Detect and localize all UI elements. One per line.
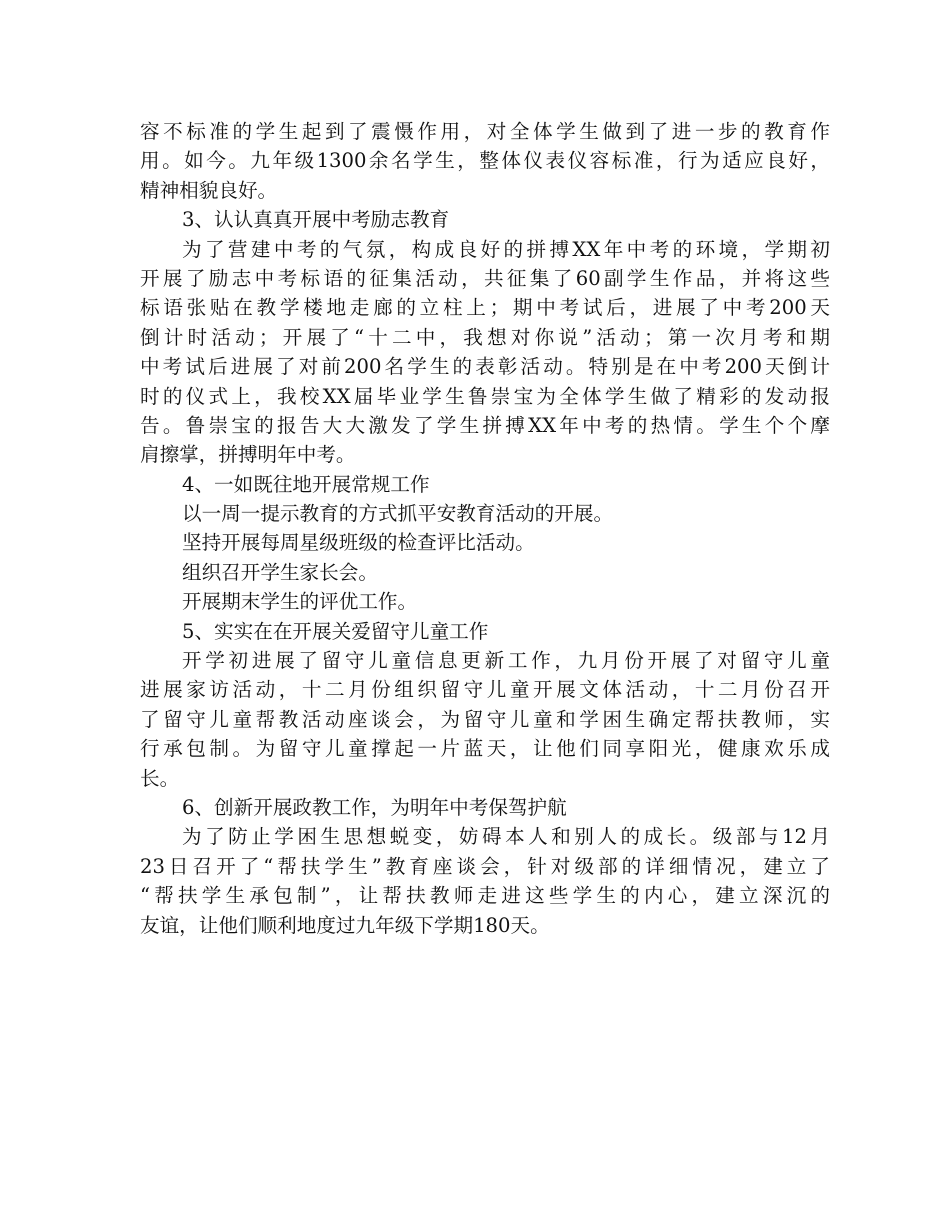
text-line: 组织召开学生家长会。 bbox=[182, 560, 378, 584]
text-line: 肩擦掌，拼搏明年中考。 bbox=[140, 443, 356, 467]
section-heading-5: 5、实实在在开展关爱留守儿童工作 bbox=[182, 619, 489, 643]
section-heading-4: 4、一如既往地开展常规工作 bbox=[182, 472, 430, 496]
text-line: “帮扶学生承包制”，让帮扶教师走进这些学生的内心，建立深沉的 bbox=[140, 884, 830, 908]
text-line: 了留守儿童帮教活动座谈会，为留守儿童和学困生确定帮扶教师，实 bbox=[140, 707, 830, 731]
text-line: 时的仪式上，我校XX届毕业学生鲁崇宝为全体学生做了精彩的发动报 bbox=[140, 384, 830, 408]
text-line: 友谊，让他们顺利地度过九年级下学期180天。 bbox=[140, 913, 550, 937]
text-line: 为了营建中考的气氛，构成良好的拼搏XX年中考的环境，学期初 bbox=[182, 237, 830, 261]
text-line: 开学初进展了留守儿童信息更新工作，九月份开展了对留守儿童 bbox=[182, 649, 830, 673]
text-line: 23日召开了“帮扶学生”教育座谈会，针对级部的详细情况，建立了 bbox=[140, 854, 830, 878]
text-line: 中考试后进展了对前200名学生的表彰活动。特别是在中考200天倒计 bbox=[140, 355, 830, 379]
text-line: 开展了励志中考标语的征集活动，共征集了60副学生作品，并将这些 bbox=[140, 266, 830, 290]
section-heading-6: 6、创新开展政教工作，为明年中考保驾护航 bbox=[182, 795, 567, 819]
text-line: 以一周一提示教育的方式抓平安教育活动的开展。 bbox=[182, 502, 614, 526]
section-heading-3: 3、认认真真开展中考励志教育 bbox=[182, 208, 450, 232]
text-line: 倒计时活动；开展了“十二中，我想对你说”活动；第一次月考和期 bbox=[140, 325, 830, 349]
text-line: 坚持开展每周星级班级的检查评比活动。 bbox=[182, 531, 535, 555]
text-line: 行承包制。为留守儿童撑起一片蓝天，让他们同享阳光，健康欢乐成 bbox=[140, 737, 830, 761]
text-line: 用。如今。九年级1300余名学生，整体仪表仪容标准，行为适应良好， bbox=[140, 149, 830, 173]
text-line: 容不标准的学生起到了震慑作用，对全体学生做到了进一步的教育作 bbox=[140, 120, 830, 143]
document-body bbox=[140, 117, 830, 940]
text-line: 开展期末学生的评优工作。 bbox=[182, 590, 418, 614]
text-line: 标语张贴在教学楼地走廊的立柱上；期中考试后，进展了中考200天 bbox=[140, 296, 830, 320]
text-line: 告。鲁崇宝的报告大大激发了学生拼搏XX年中考的热情。学生个个摩 bbox=[140, 413, 830, 437]
text-line: 进展家访活动，十二月份组织留守儿童开展文体活动，十二月份召开 bbox=[140, 678, 830, 702]
text-line: 为了防止学困生思想蜕变，妨碍本人和别人的成长。级部与12月 bbox=[182, 825, 830, 849]
text-line: 精神相貌良好。 bbox=[140, 178, 278, 202]
text-line: 长。 bbox=[140, 766, 180, 790]
